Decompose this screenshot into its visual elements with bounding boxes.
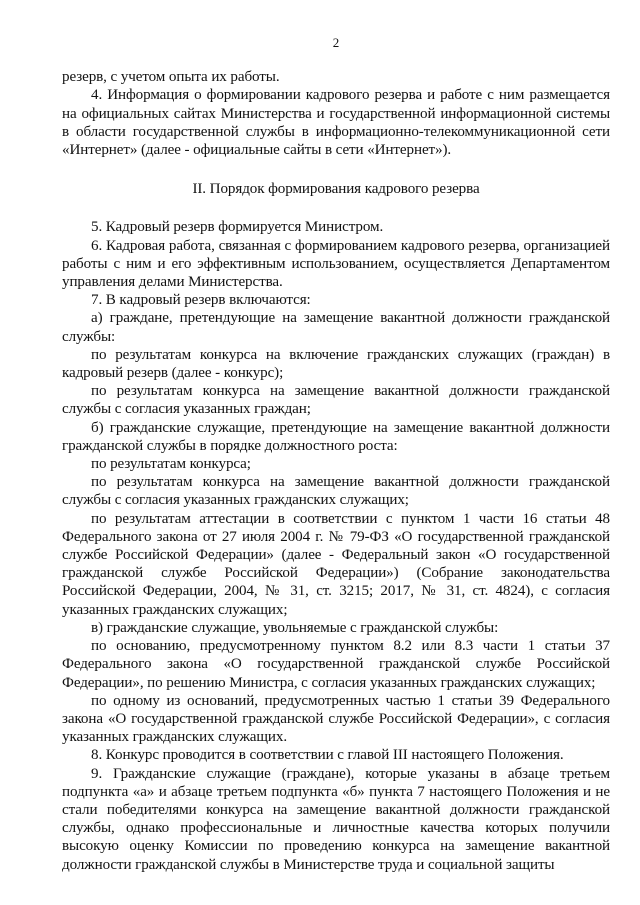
paragraph: резерв, с учетом опыта их работы. xyxy=(62,69,280,86)
section-body xyxy=(62,218,610,873)
document-page xyxy=(62,34,610,874)
paragraph: б) гражданские служащие, претендующие на замещение вакантной должности гражданской службы в порядке должностного роста: xyxy=(62,419,610,454)
paragraph: 5. Кадровый резерв формируется Министром. xyxy=(91,219,384,236)
intro-paragraphs xyxy=(62,68,610,159)
page-number: 2 xyxy=(332,35,340,50)
paragraph: 9. Гражданские служащие (граждане), которые указаны в абзаце третьем подпункта «а» и абзаце третьем подпункта «б» пункта 7 настоящего Положения и не стали победителями конкурса на замещение вакантной должности гражданской службы, однако профессиональные и личностные качества которых получили высокую оценку Комиссии по проведению конкурса на замещение вакантной должности гражданской службы в Министерстве труда и социальной защиты xyxy=(62,765,610,873)
paragraph: по основанию, предусмотренному пунктом 8.2 или 8.3 части 1 статьи 37 Федерального закона «О государственной гражданской службе Российской Федерации», по решению Министра, с согласия указанных гражданских служащих; xyxy=(62,638,610,691)
paragraph: 7. В кадровый резерв включаются: xyxy=(91,292,311,309)
paragraph: по результатам аттестации в соответствии с пунктом 1 части 16 статьи 48 Федерального закона от 27 июля 2004 г. № 79-ФЗ «О государственной гражданской службе Российской Федерации» (далее - Федеральный закон «О государственной гражданской службе Российской Федерации») (Собрание законодательства Российской Федерации, 2004, № 31, ст. 3215; 2017, № 31, ст. 4824), с согласия указанных гражданских служащих; xyxy=(62,510,610,618)
paragraph: по одному из оснований, предусмотренных частью 1 статьи 39 Федерального закона «О государственной гражданской службе Российской Федерации», с согласия указанных гражданских служащих. xyxy=(62,692,610,746)
paragraph: по результатам конкурса на замещение вакантной должности гражданской службы с согласия указанных граждан; xyxy=(62,383,610,418)
section-heading: II. Порядок формирования кадрового резерва xyxy=(192,181,480,198)
paragraph: по результатам конкурса на замещение вакантной должности гражданской службы с согласия указанных гражданских служащих; xyxy=(62,474,610,509)
paragraph: 4. Информация о формировании кадрового резерва и работе с ним размещается на официальных сайтах Министерства и государственной информационной системы в области государственной службы в информационно-телекоммуникационной сети «Интернет» (далее - официальные сайты в сети «Интернет»). xyxy=(62,87,610,159)
paragraph: по результатам конкурса; xyxy=(91,456,251,473)
paragraph: 6. Кадровая работа, связанная с формированием кадрового резерва, организацией работы с ним и его эффективным использованием, осуществляется Департаментом управления делами Министерства. xyxy=(62,237,610,291)
paragraph: а) граждане, претендующие на замещение вакантной должности гражданской службы: xyxy=(62,310,610,345)
paragraph: 8. Конкурс проводится в соответствии с главой III настоящего Положения. xyxy=(91,747,564,764)
paragraph: по результатам конкурса на включение гражданских служащих (граждан) в кадровый резерв (далее - конкурс); xyxy=(62,346,610,382)
paragraph: в) гражданские служащие, увольняемые с гражданской службы: xyxy=(91,619,499,636)
